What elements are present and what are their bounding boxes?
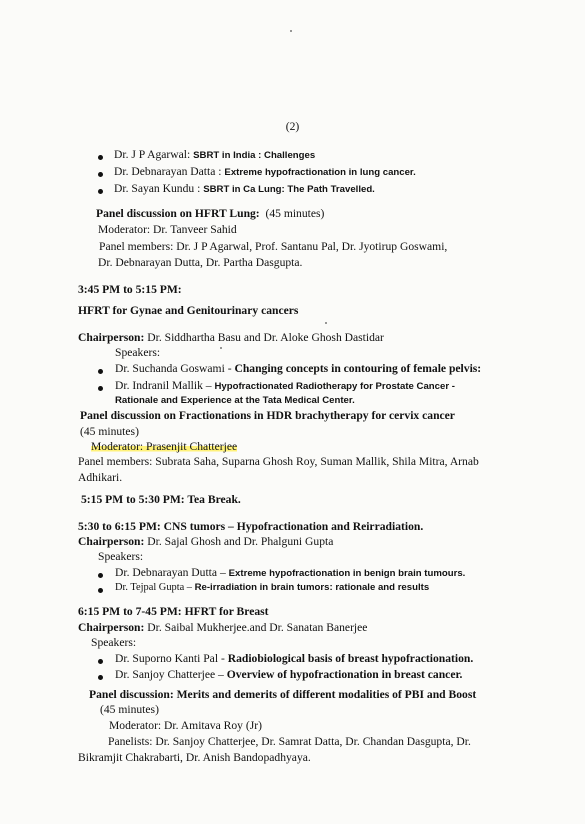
- panel-members: Panelists: Dr. Sanjoy Chatterjee, Dr. Samrat Datta, Dr. Chandan Dasgupta, Dr.: [108, 735, 471, 748]
- scan-speck: [220, 347, 222, 349]
- talk-title: SBRT in Ca Lung: The Path Travelled.: [203, 184, 375, 195]
- talk-title: Radiobiological basis of breast hypofractionation.: [227, 652, 474, 665]
- scan-speck: [290, 30, 292, 32]
- highlighted-moderator: Moderator: Prasenjit Chatterjee: [91, 440, 238, 453]
- bullet: [98, 172, 103, 177]
- bullet: [98, 386, 103, 391]
- talk-title: Extreme hypofractionation in benign brain tumours.: [228, 568, 466, 579]
- panel-members: Dr. Debnarayan Dutta, Dr. Partha Dasgupta.: [98, 256, 303, 269]
- panel-members: Bikramjit Chakrabarti, Dr. Anish Bandopadhyaya.: [78, 751, 311, 764]
- chair-label: Chairperson:: [78, 621, 145, 634]
- chair-names: Dr. Sajal Ghosh and Dr. Phalguni Gupta: [144, 535, 334, 548]
- page-number: (2): [285, 120, 300, 133]
- speaker-name: Dr. Sayan Kundu :: [114, 182, 204, 195]
- speaker-name: Dr. J P Agarwal:: [114, 148, 194, 161]
- speakers-label: Speakers:: [98, 550, 144, 563]
- talk-title-continued: Rationale and Experience at the Tata Medical Center.: [115, 395, 355, 406]
- speakers-label: Speakers:: [115, 346, 161, 359]
- panel-members: Adhikari.: [78, 471, 123, 484]
- list-item: [115, 566, 465, 580]
- panel-heading: [96, 207, 324, 221]
- speaker-name: Dr. Suporno Kanti Pal -: [115, 652, 228, 665]
- panel-duration: (45 minutes): [265, 207, 325, 220]
- speaker-name: Dr. Sanjoy Chatterjee –: [115, 668, 227, 681]
- session-title: HFRT for Gynae and Genitourinary cancers: [78, 304, 299, 317]
- bullet: [98, 675, 103, 680]
- list-item: [114, 148, 315, 162]
- panel-moderator: Moderator: Dr. Tanveer Sahid: [98, 223, 237, 236]
- bullet: [98, 189, 103, 194]
- tea-break: 5:15 PM to 5:30 PM: Tea Break.: [81, 493, 241, 506]
- session-title: 5:30 to 6:15 PM: CNS tumors – Hypofractionation and Reirradiation.: [78, 520, 424, 533]
- panel-duration: (45 minutes): [80, 425, 139, 438]
- list-item: [115, 652, 473, 666]
- list-item: [115, 582, 429, 594]
- bullet: [98, 659, 103, 664]
- panel-members: Panel members: Dr. J P Agarwal, Prof. Santanu Pal, Dr. Jyotirup Goswami,: [99, 240, 448, 253]
- speakers-label: Speakers:: [91, 636, 137, 649]
- speaker-name: Dr. Debnarayan Dutta –: [115, 566, 229, 579]
- speaker-name: Dr. Debnarayan Datta :: [114, 165, 225, 178]
- talk-title: Overview of hypofractionation in breast cancer.: [226, 668, 463, 681]
- chairperson: [78, 621, 367, 635]
- chairperson: [78, 331, 384, 345]
- list-item: [115, 362, 481, 376]
- talk-title: Re-irradiation in brain tumors: rationale and results: [194, 582, 430, 593]
- panel-duration: (45 minutes): [100, 703, 159, 716]
- chair-names: Dr. Saibal Mukherjee.and Dr. Sanatan Banerjee: [144, 621, 368, 634]
- panel-title: Panel discussion: Merits and demerits of different modalities of PBI and Boost: [89, 688, 477, 701]
- session-title: 6:15 PM to 7-45 PM: HFRT for Breast: [78, 605, 269, 618]
- scan-speck: [325, 322, 327, 324]
- chair-label: Chairperson:: [78, 331, 145, 344]
- speaker-name: Dr. Indranil Mallik –: [115, 379, 215, 392]
- speaker-name: Dr. Suchanda Goswami -: [115, 362, 235, 375]
- panel-members: Panel members: Subrata Saha, Suparna Ghosh Roy, Suman Mallik, Shila Mitra, Arnab: [78, 455, 479, 468]
- chair-label: Chairperson:: [78, 535, 145, 548]
- panel-moderator: [91, 440, 237, 454]
- chairperson: [78, 535, 333, 549]
- talk-title: SBRT in India : Challenges: [193, 150, 316, 161]
- talk-title: Changing concepts in contouring of female pelvis:: [234, 362, 482, 375]
- panel-moderator: Moderator: Dr. Amitava Roy (Jr): [109, 719, 262, 732]
- panel-title: Panel discussion on HFRT Lung:: [96, 207, 260, 220]
- bullet: [98, 155, 103, 160]
- panel-title: Panel discussion on Fractionations in HDR brachytherapy for cervix cancer: [80, 409, 455, 422]
- list-item: [114, 182, 375, 196]
- list-item: [114, 165, 416, 179]
- bullet: [98, 588, 103, 593]
- speaker-name: Dr. Tejpal Gupta –: [115, 582, 195, 593]
- session-time: 3:45 PM to 5:15 PM:: [78, 283, 182, 296]
- talk-title: Extreme hypofractionation in lung cancer.: [224, 167, 416, 178]
- talk-title: Hypofractionated Radiotherapy for Prostate Cancer -: [214, 381, 455, 392]
- list-item: [115, 668, 462, 682]
- bullet: [98, 369, 103, 374]
- bullet: [98, 573, 103, 578]
- chair-names: Dr. Siddhartha Basu and Dr. Aloke Ghosh Dastidar: [144, 331, 384, 344]
- list-item: [115, 379, 455, 393]
